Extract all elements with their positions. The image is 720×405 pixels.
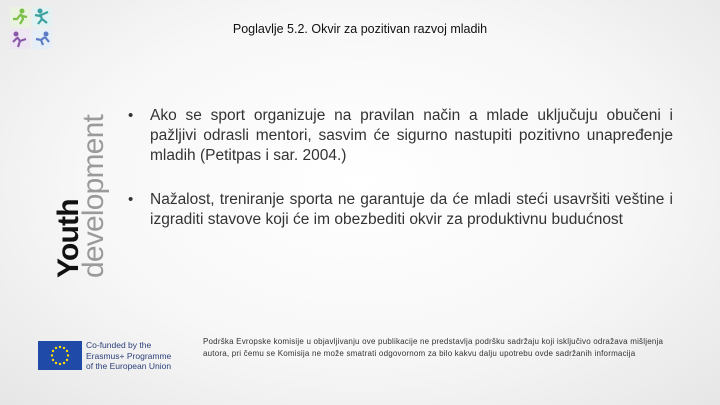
eu-label-line: Erasmus+ Programme (86, 350, 172, 361)
disclaimer-text: Podrška Evropske komisije u objavljivanju ove publikacije ne predstavlja podršku sadržaju koji isključivo odražava mišljenja autora, pri čemu se Komisija ne može smatrati odgovornom za bilo kakvu dalju upotrebu ovde sadržanih informacija (203, 337, 664, 358)
bullet-text: Ako se sport organizuje na pravilan način a mlade uključuju obučeni i pažljivi odrasli mentori, sasvim će sigurno nastupiti pozitivno unapređenje mladih (Petitpas i sar. 2004.) (150, 107, 673, 164)
eu-label-line: Co-funded by the (86, 340, 152, 350)
youth-development-logo (52, 112, 110, 278)
list-item (128, 190, 673, 230)
eu-label-line: of the European Union (86, 361, 172, 371)
bullet-icon: • (128, 191, 134, 208)
list-item (128, 106, 673, 166)
bullet-text: Nažalost, treniranje sporta ne garantuje da će mladi steći usavršiti veštine i izgraditi stavove koji će im obezbediti okvir za produktivnu budućnost (150, 191, 673, 228)
bullet-icon: • (128, 107, 134, 124)
bullet-list (128, 106, 673, 254)
development-logo-word: development (77, 115, 110, 278)
eu-flag-icon (38, 341, 82, 370)
page-title: Poglavlje 5.2. Okvir za pozitivan razvoj mladih (232, 22, 488, 36)
eu-cofunding-label (86, 340, 171, 372)
youth-logo-word: Youth (52, 199, 85, 278)
